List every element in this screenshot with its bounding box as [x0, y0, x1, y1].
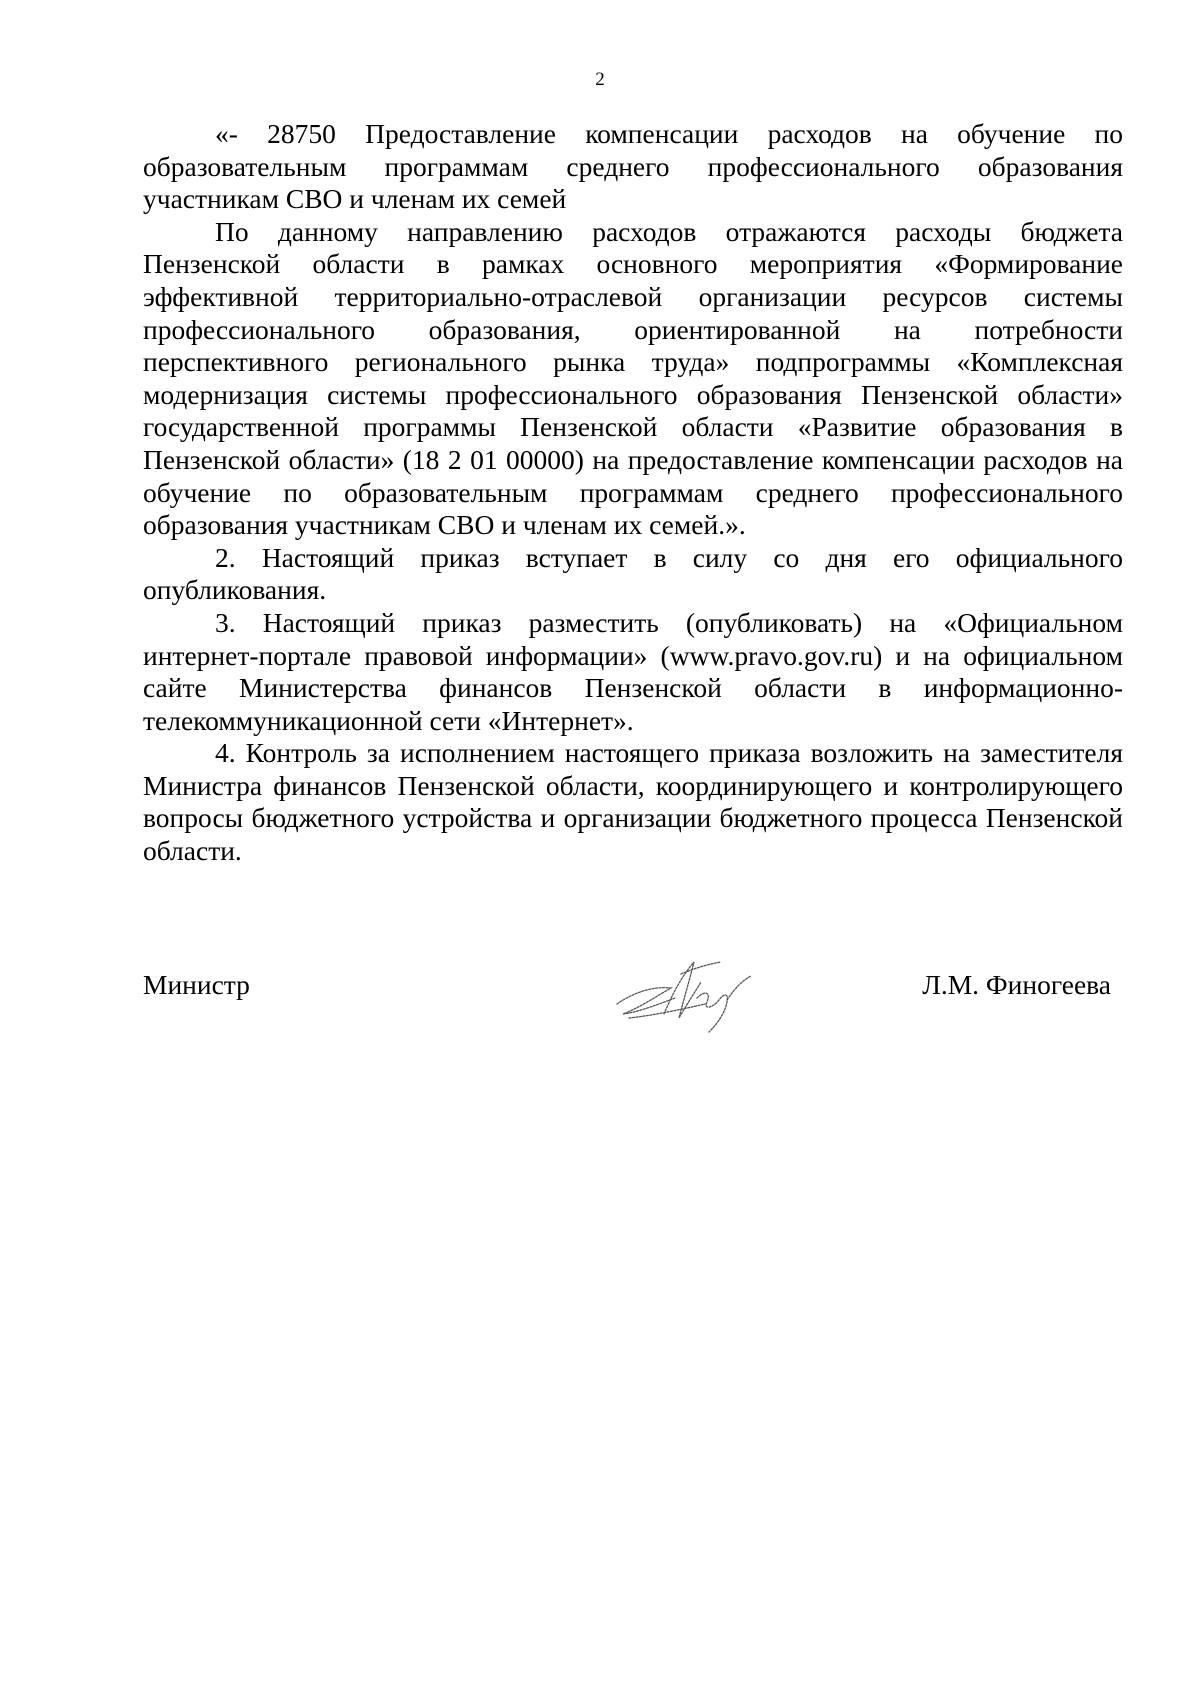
document-body [143, 118, 1123, 868]
paragraph-control: 4. Контроль за исполнением настоящего приказа возложить на заместителя Министра финансов Пензенской области, координирующего и контролирующего вопросы бюджетного устройства и организации бюджетного процесса Пензенской области. [143, 737, 1123, 867]
signature-block [143, 964, 1111, 1084]
paragraph-effective-date: 2. Настоящий приказ вступает в силу со дня его официального опубликования. [143, 541, 1123, 606]
page-number: 2 [595, 69, 605, 90]
handwritten-signature [609, 952, 759, 1047]
signatory-title: Министр [143, 969, 250, 1000]
paragraph-28750-heading: «- 28750 Предоставление компенсации расходов на обучение по образовательным программам среднего профессионального образования участникам СВО и членам их семей [143, 118, 1123, 215]
signatory-name: Л.М. Финогеева [922, 969, 1111, 1000]
paragraph-expense-description: По данному направлению расходов отражаются расходы бюджета Пензенской области в рамках основного мероприятия «Формирование эффективной территориально-отраслевой организации ресурсов системы профессионального образования, ориентированной на потребности перспективного регионального рынка труда» подпрограммы «Комплексная модернизация системы профессионального образования Пензенской области» государственной программы Пензенской области «Развитие образования в Пензенской области» (18 2 01 00000) на предоставление компенсации расходов на обучение по образовательным программам среднего профессионального образования участникам СВО и членам их семей.». [143, 215, 1123, 541]
paragraph-publication: 3. Настоящий приказ разместить (опубликовать) на «Официальном интернет-портале правовой информации» (www.pravo.gov.ru) и на официальном сайте Министерства финансов Пензенской области в информационно-телекоммуникационной сети «Интернет». [143, 606, 1123, 736]
